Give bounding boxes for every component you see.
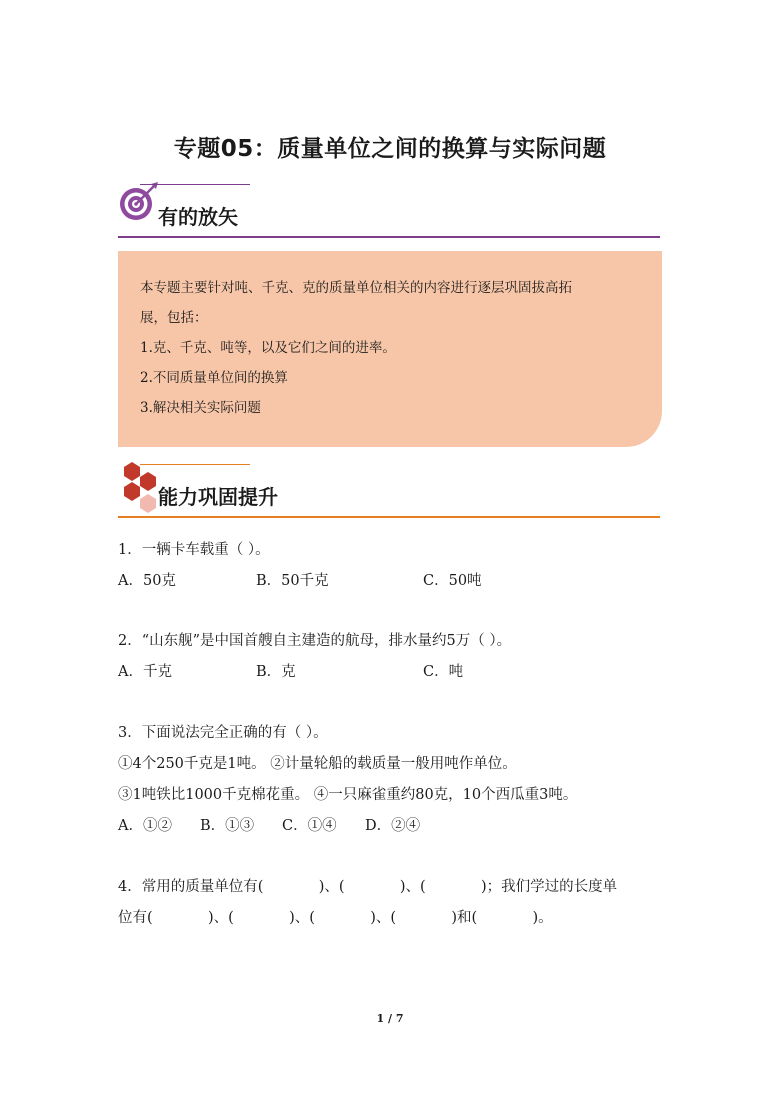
question-stem: 位有( )、( )、( )、( )和( )。 — [118, 910, 553, 926]
question-options — [118, 566, 663, 597]
option-d: D．②④ — [365, 818, 421, 834]
option-b: B．①③ — [200, 818, 255, 834]
question-statement: ③1吨铁比1000千克棉花重。 ④一只麻雀重约80克，10个西瓜重3吨。 — [118, 787, 578, 803]
intro-item: 2.不同质量单位间的换算 — [140, 370, 288, 386]
intro-line: 本专题主要针对吨、千克、克的质量单位相关的内容进行逐层巩固拔高拓 — [140, 280, 572, 296]
question-stem: 2．“山东舰”是中国首艘自主建造的航母，排水量约5万（ ）。 — [118, 633, 512, 649]
option-b: B．50千克 — [256, 573, 329, 589]
section-heading: 能力巩固提升 — [158, 485, 278, 509]
question-4 — [118, 872, 663, 934]
option-c: C．吨 — [423, 664, 464, 680]
page-title: 专题05：质量单位之间的换算与实际问题 — [173, 136, 607, 162]
section-divider — [118, 236, 660, 238]
question-stem: 1．一辆卡车载重（ ）。 — [118, 542, 270, 558]
option-c: C．50吨 — [423, 573, 482, 589]
section-divider — [118, 516, 660, 518]
section-header-target — [118, 178, 660, 238]
option-a: A．千克 — [118, 664, 172, 680]
question-stem: 4．常用的质量单位有( )、( )、( )；我们学过的长度单 — [118, 879, 618, 895]
question-options — [118, 811, 663, 842]
section-header-ability — [118, 458, 660, 518]
target-icon — [118, 180, 162, 224]
question-3 — [118, 718, 663, 842]
option-a: A．①② — [118, 818, 172, 834]
question-stem: 3．下面说法完全正确的有（ ）。 — [118, 725, 328, 741]
question-statement: ①4个250千克是1吨。 ②计量轮船的载质量一般用吨作单位。 — [118, 756, 517, 772]
option-a: A．50克 — [118, 573, 176, 589]
intro-line: 展，包括： — [140, 310, 208, 326]
section-heading: 有的放矢 — [158, 205, 238, 229]
page-number: 1 / 7 — [376, 1012, 404, 1025]
question-2 — [118, 626, 663, 688]
option-b: B．克 — [256, 664, 296, 680]
question-1 — [118, 535, 663, 597]
option-c: C．①④ — [282, 818, 337, 834]
intro-box — [118, 251, 662, 447]
intro-item: 1.克、千克、吨等，以及它们之间的进率。 — [140, 340, 396, 356]
intro-item: 3.解决相关实际问题 — [140, 400, 261, 416]
question-options — [118, 657, 663, 688]
